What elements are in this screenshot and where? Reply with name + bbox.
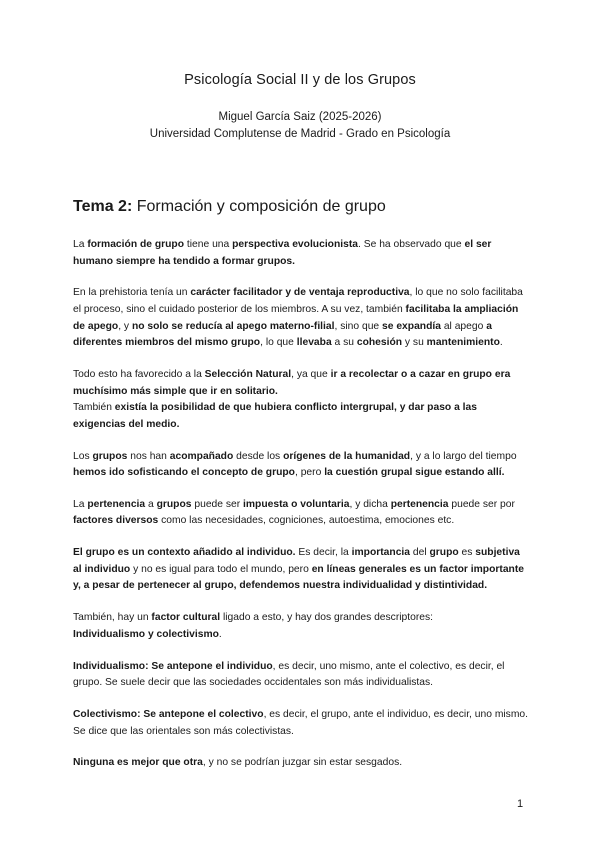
- bold-text: importancia: [351, 547, 411, 559]
- text-run: , sino que: [334, 320, 383, 332]
- text-run: del: [410, 547, 430, 559]
- text-run: .: [499, 337, 503, 349]
- bold-text: Colectivismo: Se antepone el colectivo: [73, 708, 264, 720]
- text-run: nos han: [127, 450, 170, 462]
- bold-text: pertenencia: [390, 498, 449, 510]
- text-run: , ya que: [291, 368, 331, 380]
- paragraph: [73, 237, 528, 270]
- text-run: Es decir, la: [295, 547, 352, 559]
- paragraph: [73, 497, 528, 530]
- text-run: puede ser: [191, 498, 244, 510]
- text-run: , y dicha: [349, 498, 391, 510]
- bold-text: El grupo es un contexto añadido al individuo.: [73, 547, 296, 559]
- text-run: , lo que: [260, 337, 297, 349]
- bold-text: Selección Natural: [204, 368, 292, 380]
- text-run: y no es igual para todo el mundo, pero: [130, 563, 312, 575]
- text-run: También: [73, 402, 115, 414]
- bold-text: subjetiva al individuo: [73, 547, 520, 575]
- paragraph: [73, 367, 528, 433]
- text-run: También, hay un: [73, 612, 152, 624]
- bold-text: Ninguna es mejor que otra: [73, 757, 203, 769]
- bold-text: grupos: [92, 450, 128, 462]
- author-block: [0, 109, 600, 143]
- bold-text: no solo se reducía al apego materno-filial: [131, 320, 335, 332]
- bold-text: grupo: [429, 547, 459, 559]
- bold-text: pertenencia: [87, 498, 146, 510]
- paragraph: [73, 610, 528, 643]
- text-run: ligado a esto, y hay dos grandes descriptores:: [220, 612, 434, 624]
- text-run: La: [73, 239, 88, 250]
- paragraph: [73, 755, 528, 772]
- affiliation-line: Universidad Complutense de Madrid - Grado en Psicología: [149, 128, 451, 140]
- chapter-number: Tema 2:: [73, 198, 133, 215]
- bold-text: impuesta o voluntaria: [243, 498, 350, 510]
- paragraph: [73, 285, 528, 351]
- paragraph: [73, 545, 528, 595]
- text-run: Todo esto ha favorecido a la: [73, 368, 205, 380]
- page-number: 1: [517, 798, 524, 810]
- text-run: , es decir, el grupo, ante el individuo, es decir, uno mismo. Se dice que las orientales son más colectivistas.: [73, 708, 528, 737]
- text-run: es: [458, 547, 476, 559]
- chapter-heading: [73, 198, 386, 216]
- bold-text: Individualismo: Se antepone el individuo: [73, 660, 273, 672]
- text-run: .: [218, 628, 222, 640]
- bold-text: acompañado: [169, 450, 234, 462]
- bold-text: cohesión: [356, 337, 403, 349]
- bold-text: facilitaba la ampliación de apego: [73, 303, 519, 332]
- chapter-title: Formación y composición de grupo: [132, 198, 386, 215]
- bold-text: Individualismo y colectivismo: [73, 628, 219, 640]
- text-run: En la prehistoria tenía un: [73, 287, 191, 299]
- paragraph: [73, 707, 528, 740]
- text-run: y su: [402, 337, 427, 349]
- text-run: desde los: [233, 450, 284, 462]
- text-run: al apego: [440, 320, 487, 332]
- text-run: , y no se podrían juzgar sin estar sesgados.: [202, 757, 403, 769]
- bold-text: perspectiva evolucionista: [232, 239, 359, 250]
- bold-text: formación de grupo: [87, 239, 185, 250]
- paragraph: [73, 449, 528, 482]
- text-run: La: [73, 498, 88, 510]
- text-run: , es decir, uno mismo, ante el colectivo, es decir, el grupo. Se suele decir que las sociedades occidentales son más individualistas.: [73, 660, 505, 689]
- bold-text: factores diversos: [73, 515, 159, 527]
- paragraph: [73, 659, 528, 692]
- text-run: , y: [118, 320, 132, 332]
- bold-text: orígenes de la humanidad: [283, 450, 411, 462]
- bold-text: factor cultural: [151, 612, 221, 624]
- bold-text: grupos: [156, 498, 192, 510]
- bold-text: la cuestión grupal sigue estando allí.: [324, 467, 505, 479]
- bold-text: carácter facilitador y de ventaja reproductiva: [190, 287, 410, 299]
- text-run: , lo que no solo facilitaba el proceso, sino el cuidado posterior de los miembros. A su vez, también: [73, 287, 523, 315]
- bold-text: existía la posibilidad de que hubiera conflicto intergrupal, y dar paso a las exigencias del medio.: [73, 402, 477, 430]
- text-run: , pero: [294, 467, 325, 479]
- text-run: tiene una: [184, 239, 233, 250]
- text-run: Los: [73, 450, 93, 462]
- text-run: . Se ha observado que: [358, 239, 465, 250]
- bold-text: en líneas generales es un factor importante y, a pesar de pertenecer al grupo, defendemos nuestra individualidad y distintividad.: [73, 563, 524, 592]
- bold-text: mantenimiento: [426, 337, 500, 349]
- bold-text: hemos ido sofisticando el concepto de grupo: [73, 467, 295, 479]
- document-body: [73, 237, 528, 787]
- bold-text: llevaba: [296, 337, 332, 349]
- author-line: Miguel García Saiz (2025-2026): [218, 111, 382, 123]
- text-run: como las necesidades, cogniciones, autoestima, emociones etc.: [158, 515, 455, 527]
- bold-text: a diferentes miembros del mismo grupo: [73, 320, 492, 349]
- text-run: puede ser por: [448, 498, 515, 510]
- text-run: a: [145, 498, 157, 510]
- text-run: a su: [331, 337, 357, 349]
- bold-text: el ser humano siempre ha tendido a formar grupos.: [73, 239, 492, 267]
- bold-text: se expandía: [382, 320, 441, 332]
- bold-text: ir a recolectar o a cazar en grupo era muchísimo más simple que ir en solitario.: [73, 368, 511, 397]
- text-run: , y a lo largo del tiempo: [410, 450, 517, 462]
- document-title: Psicología Social II y de los Grupos: [184, 72, 416, 88]
